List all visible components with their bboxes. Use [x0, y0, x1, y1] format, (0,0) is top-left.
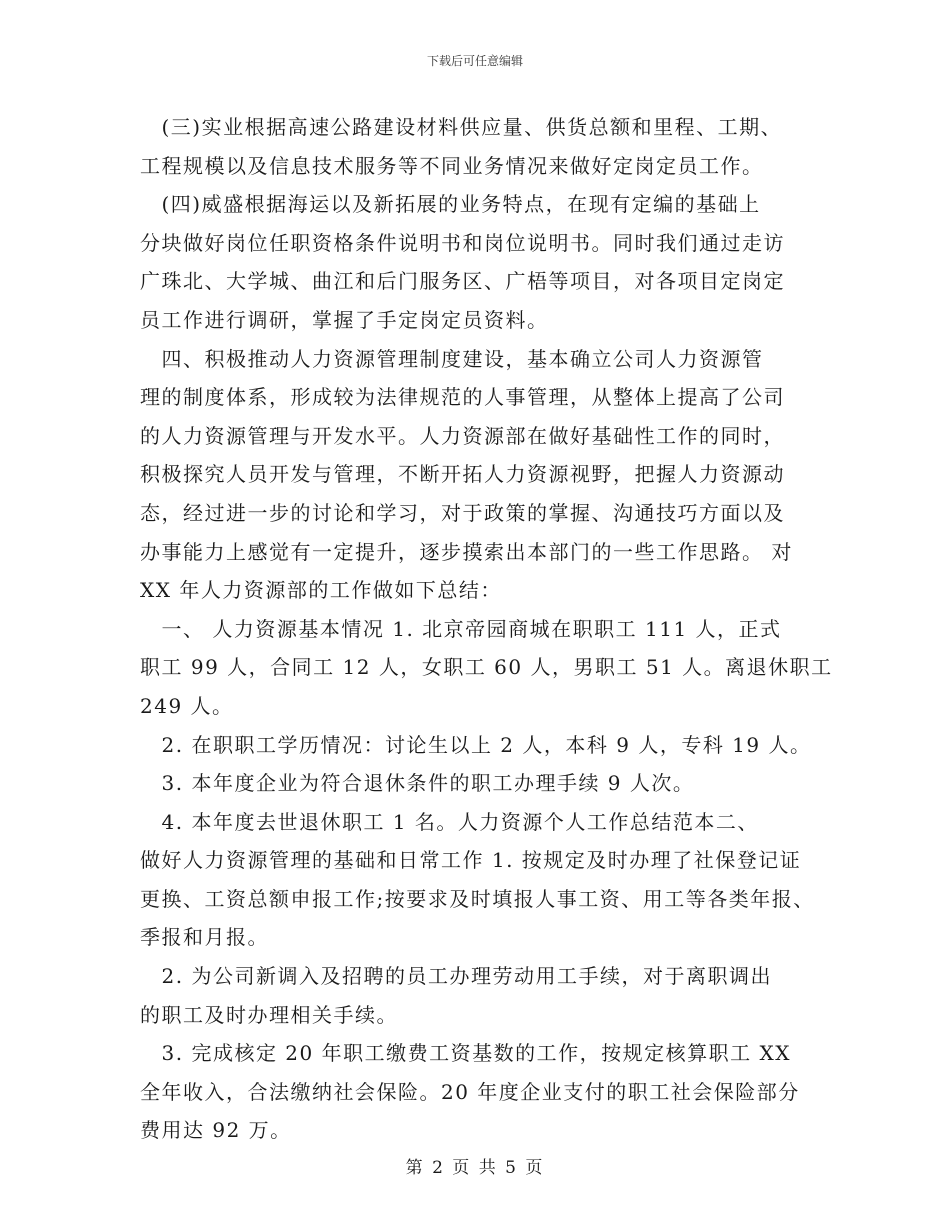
page-footer: 第 2 页 共 5 页	[405, 1158, 545, 1178]
text-line: 做好人力资源管理的基础和日常工作 1. 按规定及时办理了社保登记证	[140, 848, 802, 873]
text-line: 四、积极推动人力资源管理制度建设，基本确立公司人力资源管	[140, 346, 764, 371]
text-line: 分块做好岗位任职资格条件说明书和岗位说明书。同时我们通过走访	[140, 230, 785, 255]
text-line: 理的制度体系，形成较为法律规范的人事管理，从整体上提高了公司	[140, 385, 785, 410]
page-header: 下载后可任意编辑	[426, 54, 523, 68]
text-line: 工程规模以及信息技术服务等不同业务情况来做好定岗定员工作。	[140, 153, 764, 178]
text-line: (四)威盛根据海运以及新拓展的业务特点，在现有定编的基础上	[140, 192, 761, 217]
text-line: XX 年人力资源部的工作做如下总结：	[140, 578, 502, 603]
text-line: 249 人。	[140, 693, 234, 718]
text-line: 的人力资源管理与开发水平。人力资源部在做好基础性工作的同时，	[140, 423, 785, 448]
text-line: 季报和月报。	[140, 925, 269, 950]
text-line: 2. 在职职工学历情况：讨论生以上 2 人，本科 9 人，专科 19 人。	[140, 732, 812, 757]
text-line: 的职工及时办理相关手续。	[140, 1002, 398, 1027]
text-line: 4. 本年度去世退休职工 1 名。人力资源个人工作总结范本二、	[140, 809, 759, 834]
text-line: 员工作进行调研，掌握了手定岗定员资料。	[140, 307, 549, 332]
document-body	[140, 108, 833, 1150]
text-line: 更换、工资总额申报工作;按要求及时填报人事工资、用工等各类年报、	[140, 886, 815, 911]
text-line: 费用达 92 万。	[140, 1118, 292, 1143]
text-line: (三)实业根据高速公路建设材料供应量、供货总额和里程、工期、	[140, 115, 783, 139]
text-line: 2. 为公司新调入及招聘的员工办理劳动用工手续，对于离职调出	[140, 964, 772, 989]
text-line: 广珠北、大学城、曲江和后门服务区、广梧等项目，对各项目定岗定	[140, 269, 785, 294]
text-line: 3. 本年度企业为符合退休条件的职工办理手续 9 人次。	[140, 771, 695, 796]
text-line: 全年收入，合法缴纳社会保险。20 年度企业支付的职工社会保险部分	[140, 1079, 800, 1104]
text-line: 一、 人力资源基本情况 1. 北京帝园商城在职职工 111 人，正式	[140, 616, 782, 641]
text-line: 积极探究人员开发与管理，不断开拓人力资源视野，把握人力资源动	[140, 462, 785, 487]
text-line: 办事能力上感觉有一定提升，逐步摸索出本部门的一些工作思路。 对	[140, 539, 793, 564]
text-line: 3. 完成核定 20 年职工缴费工资基数的工作，按规定核算职工 XX	[140, 1041, 791, 1066]
text-line: 态，经过进一步的讨论和学习，对于政策的掌握、沟通技巧方面以及	[140, 500, 785, 525]
text-line: 职工 99 人，合同工 12 人，女职工 60 人，男职工 51 人。离退休职工	[140, 655, 833, 680]
